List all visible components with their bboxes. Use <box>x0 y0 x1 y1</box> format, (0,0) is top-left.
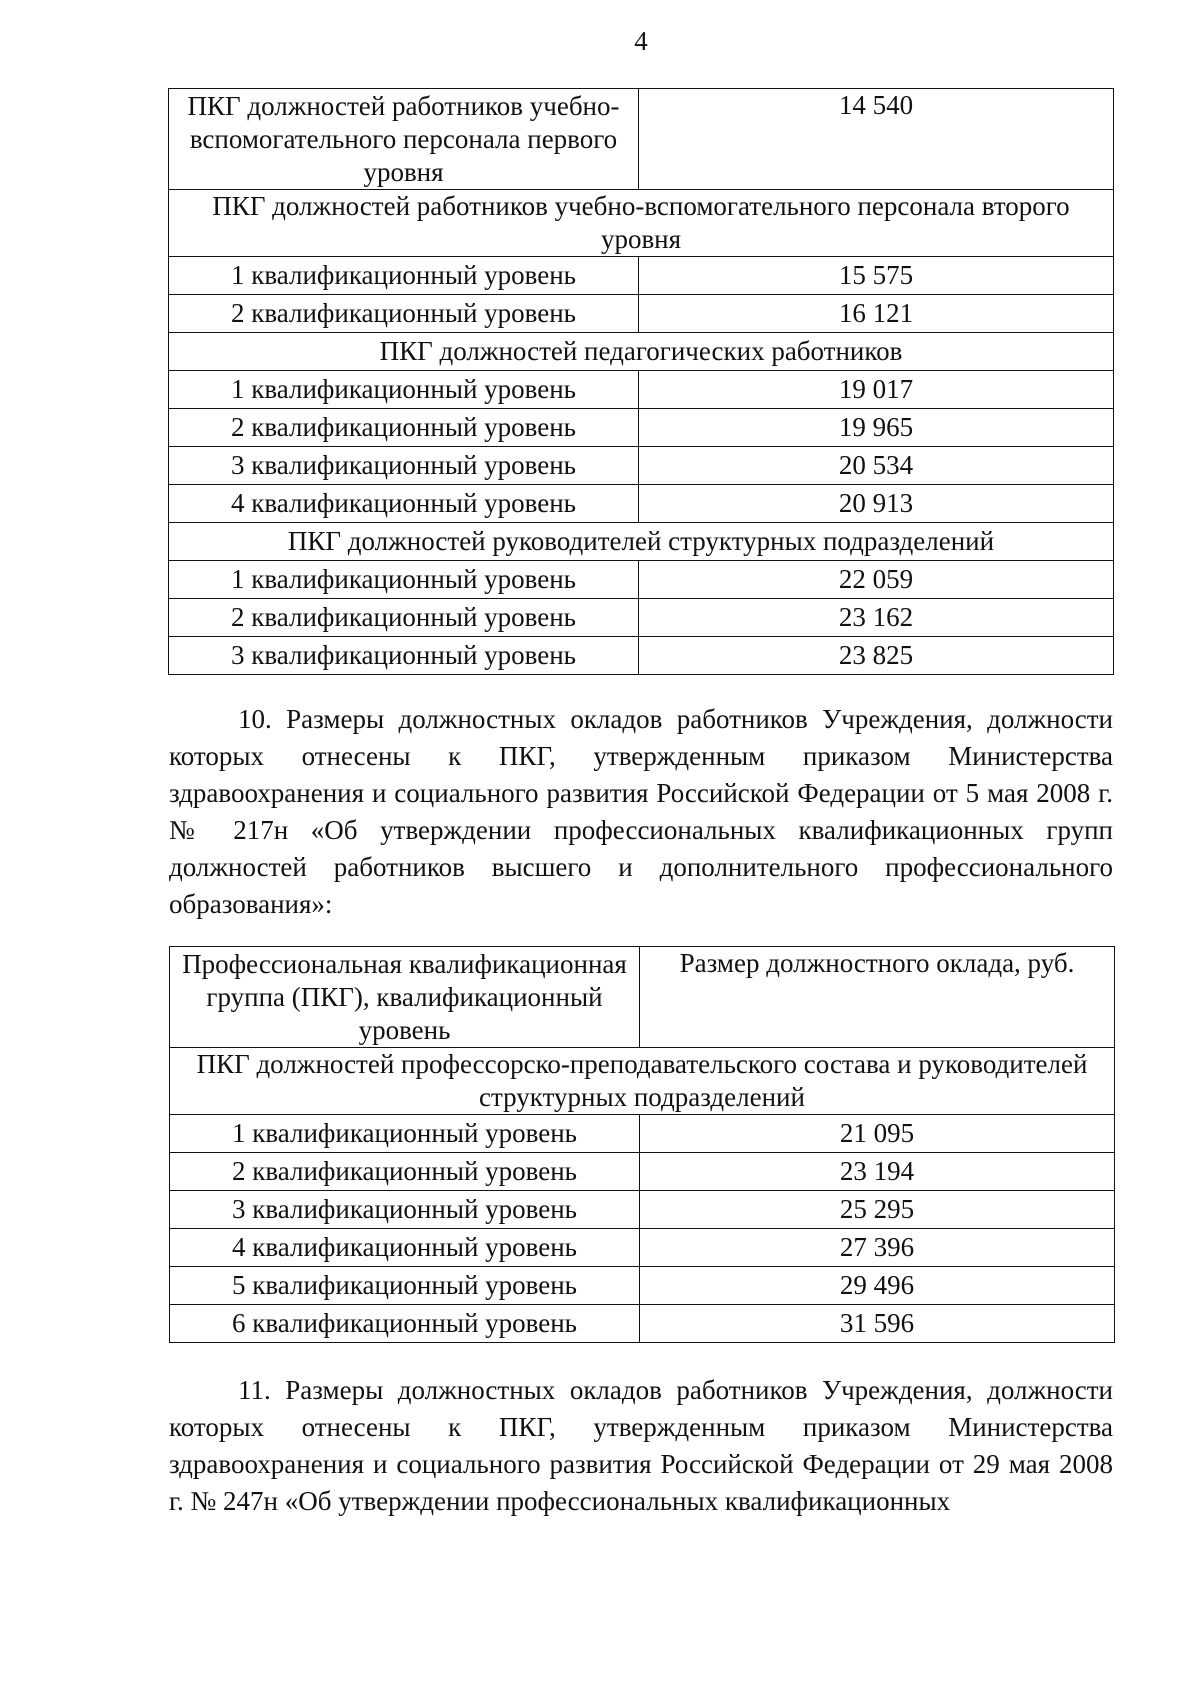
table-row <box>169 371 1114 409</box>
table-row <box>170 1191 1115 1229</box>
table-row <box>169 409 1114 447</box>
section-heading: ПКГ должностей работников учебно-вспомогательного персонала второго уровня <box>169 190 1114 257</box>
table-cell-value: 29 496 <box>640 1267 1115 1305</box>
section-heading: ПКГ должностей руководителей структурных подразделений <box>169 523 1114 561</box>
table-cell-value: 23 162 <box>639 599 1114 637</box>
table-cell-value: 20 913 <box>639 485 1114 523</box>
table-cell-value: 22 059 <box>639 561 1114 599</box>
table-cell-label: 2 квалификационный уровень <box>169 599 639 637</box>
table-cell-label: 4 квалификационный уровень <box>169 485 639 523</box>
table-cell-label: 2 квалификационный уровень <box>169 295 639 333</box>
table-cell-label: 4 квалификационный уровень <box>170 1229 640 1267</box>
table-cell-value: 31 596 <box>640 1305 1115 1343</box>
table-header-row <box>170 947 1115 1048</box>
table-cell-label: 5 квалификационный уровень <box>170 1267 640 1305</box>
table-cell-value: 19 017 <box>639 371 1114 409</box>
table-cell-value: 14 540 <box>639 89 1114 190</box>
table-cell-label: 1 квалификационный уровень <box>169 371 639 409</box>
section-row <box>169 190 1114 257</box>
table-cell-value: 23 825 <box>639 637 1114 675</box>
section-heading: ПКГ должностей педагогических работников <box>169 333 1114 371</box>
salary-table-1 <box>168 88 1114 675</box>
paragraph-11: 11. Размеры должностных окладов работников Учреждения, должности которых отнесены к ПКГ, утвержденным приказом Министерства здравоохранения и социального развития Российской Федерации от 29 мая 2008 г. № 247н «Об утверждении профессиональных квалификационных <box>169 1375 1113 1516</box>
table-row <box>169 637 1114 675</box>
table-row <box>169 447 1114 485</box>
table-cell-label: 1 квалификационный уровень <box>170 1115 640 1153</box>
table-row <box>170 1115 1115 1153</box>
section-heading: ПКГ должностей профессорско-преподавательского состава и руководителей структурных подразделений <box>170 1048 1115 1115</box>
salary-table-2 <box>169 946 1115 1343</box>
table-row <box>170 1267 1115 1305</box>
section-row <box>170 1048 1115 1115</box>
table-cell-label: 2 квалификационный уровень <box>170 1153 640 1191</box>
table-cell-label: 3 квалификационный уровень <box>169 447 639 485</box>
table-cell-value: 23 194 <box>640 1153 1115 1191</box>
table-row <box>170 1153 1115 1191</box>
table-row <box>169 89 1114 190</box>
table-row <box>169 485 1114 523</box>
paragraph-10: 10. Размеры должностных окладов работников Учреждения, должности которых отнесены к ПКГ, утвержденным приказом Министерства здравоохранения и социального развития Российской Федерации от 5 мая 2008 г. № 217н «Об утверждении профессиональных квалификационных групп должностей работников высшего и дополнительного профессионального образования»: <box>169 704 1113 919</box>
table-row <box>169 295 1114 333</box>
header-cell-group: Профессиональная квалификационная группа (ПКГ), квалификационный уровень <box>170 947 640 1048</box>
table-row <box>170 1305 1115 1343</box>
table-cell-label: 3 квалификационный уровень <box>169 637 639 675</box>
table-cell-label: 1 квалификационный уровень <box>169 257 639 295</box>
section-row <box>169 523 1114 561</box>
table-cell-label: ПКГ должностей работников учебно-вспомогательного персонала первого уровня <box>169 89 639 190</box>
table-cell-label: 6 квалификационный уровень <box>170 1305 640 1343</box>
table-cell-value: 16 121 <box>639 295 1114 333</box>
table-cell-value: 20 534 <box>639 447 1114 485</box>
table-cell-value: 21 095 <box>640 1115 1115 1153</box>
page-number: 4 <box>634 26 648 56</box>
table-row <box>169 561 1114 599</box>
header-cell-salary: Размер должностного оклада, руб. <box>640 947 1115 1048</box>
table-cell-label: 2 квалификационный уровень <box>169 409 639 447</box>
table-row <box>169 257 1114 295</box>
table-cell-value: 25 295 <box>640 1191 1115 1229</box>
table-cell-value: 19 965 <box>639 409 1114 447</box>
table-row <box>169 599 1114 637</box>
table-cell-value: 27 396 <box>640 1229 1115 1267</box>
table-cell-value: 15 575 <box>639 257 1114 295</box>
section-row <box>169 333 1114 371</box>
table-cell-label: 1 квалификационный уровень <box>169 561 639 599</box>
table-cell-label: 3 квалификационный уровень <box>170 1191 640 1229</box>
table-row <box>170 1229 1115 1267</box>
